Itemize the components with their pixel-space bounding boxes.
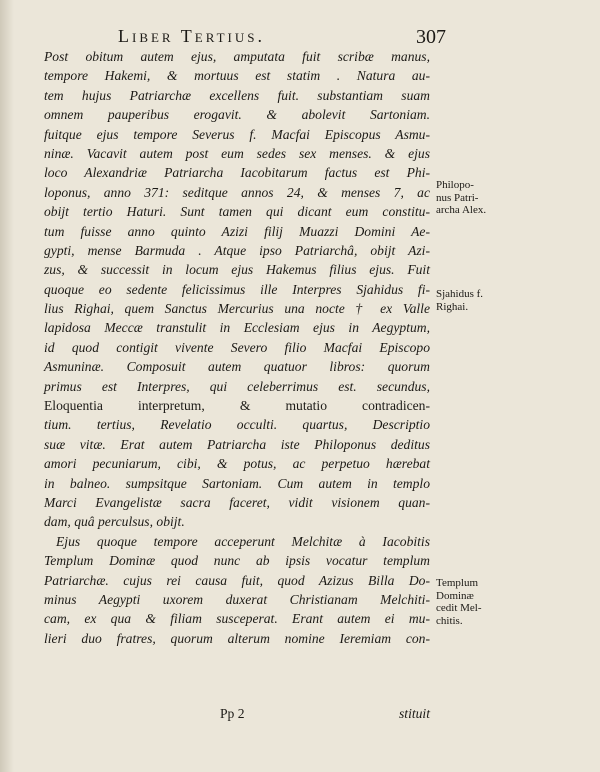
text-line: quoque eo sedente felicissimus ille Interpres Sjahidus fi-	[44, 281, 430, 297]
margin-note-line: nus Patri-	[436, 191, 479, 204]
text-line: obijt tertio Haturi. Sunt tamen qui dicant eum constitu-	[44, 204, 430, 220]
margin-note	[436, 288, 512, 313]
page-number: 307	[416, 26, 446, 48]
text-line: loco Alexandriæ Patriarcha Iacobitarum factus est Phi-	[44, 165, 430, 181]
catchword: stituit	[399, 706, 430, 721]
text-line: lieri duo fratres, quorum alterum nomine Ieremiam con-	[44, 630, 430, 646]
main-text-block	[44, 47, 430, 648]
text-line: zus, & successit in locum ejus Hakemus filius ejus. Fuit	[44, 262, 430, 278]
text-line: id quod contigit vivente Severo filio Macfai Episcopo	[44, 339, 430, 355]
text-line: suæ vitæ. Erat autem Patriarcha iste Philoponus deditus	[44, 436, 430, 452]
text-line: fuitque ejus tempore Severus f. Macfai Episcopus Asmu-	[44, 126, 430, 142]
text-line: Marci Evangelistæ sacra faceret, vidit visionem quan-	[44, 494, 430, 510]
running-title: Liber Tertius.	[118, 26, 265, 46]
page-footer	[44, 706, 430, 726]
margin-note-line: Dominæ	[436, 589, 474, 602]
text-line: lapidosa Meccæ transtulit in Ecclesiam ejus in Aegyptum,	[44, 320, 430, 336]
text-line: tempore Hakemi, & mortuus est statim . Natura au-	[44, 68, 430, 84]
margin-note	[436, 179, 512, 217]
text-line: amori pecuniarum, cibi, & potus, ac perpetuo hærebat	[44, 456, 430, 472]
text-line: tium. tertius, Revelatio occulti. quartus, Descriptio	[44, 417, 430, 433]
text-line: Eloquentia interpretum, & mutatio contradicen-	[44, 398, 430, 414]
signature-mark: Pp 2	[220, 706, 245, 721]
margin-note-line: Templum	[436, 577, 479, 589]
text-line: tum fuisse anno quinto Azizi filij Muazzi Domini Ae-	[44, 223, 430, 239]
gutter-shadow	[0, 0, 14, 772]
text-line: Templum Dominæ quod nunc ab ipsis vocatur templum	[44, 553, 430, 569]
margin-note-line: archa Alex.	[436, 204, 487, 216]
margin-note	[436, 577, 512, 627]
margin-note-line: Righai.	[436, 300, 469, 313]
margin-note-line: Sjahidus f.	[436, 288, 484, 300]
text-line: ninæ. Vacavit autem post eum sedes sex menses. & ejus	[44, 145, 430, 161]
text-line: Patriarchæ. cujus rei causa fuit, quod Azizus Billa Do-	[44, 572, 430, 588]
text-line: cam, ex qua & filiam susceperat. Erant autem ei mu-	[44, 611, 430, 627]
text-line: primus est Interpres, qui celeberrimus est. secundus,	[44, 378, 430, 394]
text-line: in balneo. sumpsitque Sartoniam. Cum autem in templo	[44, 475, 430, 491]
margin-note-line: cedit Mel-	[436, 602, 482, 614]
text-line: Asmuninæ. Composuit autem quatuor libros: quorum	[44, 359, 430, 375]
text-line: minus Aegypti uxorem duxerat Christianam Melchiti-	[44, 591, 430, 607]
margin-note-line: Philopo-	[436, 179, 474, 191]
margin-note-line: chitis.	[436, 614, 463, 627]
text-line: omnem pauperibus erogavit. & abolevit Sartoniam.	[44, 107, 430, 123]
text-line: tem hujus Patriarchæ excellens fuit. substantiam suam	[44, 87, 430, 103]
text-line: Post obitum autem ejus, amputata fuit scribæ manus,	[44, 49, 430, 64]
text-line: gypti, mense Barmuda . Atque ipso Patriarchâ, obijt Azi-	[44, 242, 430, 258]
page-header	[118, 26, 446, 48]
text-line: dam, quâ perculsus, obijt.	[44, 514, 185, 530]
text-line: loponus, anno 371: seditque annos 24, & menses 7, ac	[44, 184, 430, 200]
text-line: lius Righai, quem Sanctus Mercurius una nocte † ex Valle	[44, 301, 430, 317]
text-line: Ejus quoque tempore acceperunt Melchitæ à Iacobitis	[56, 533, 430, 549]
